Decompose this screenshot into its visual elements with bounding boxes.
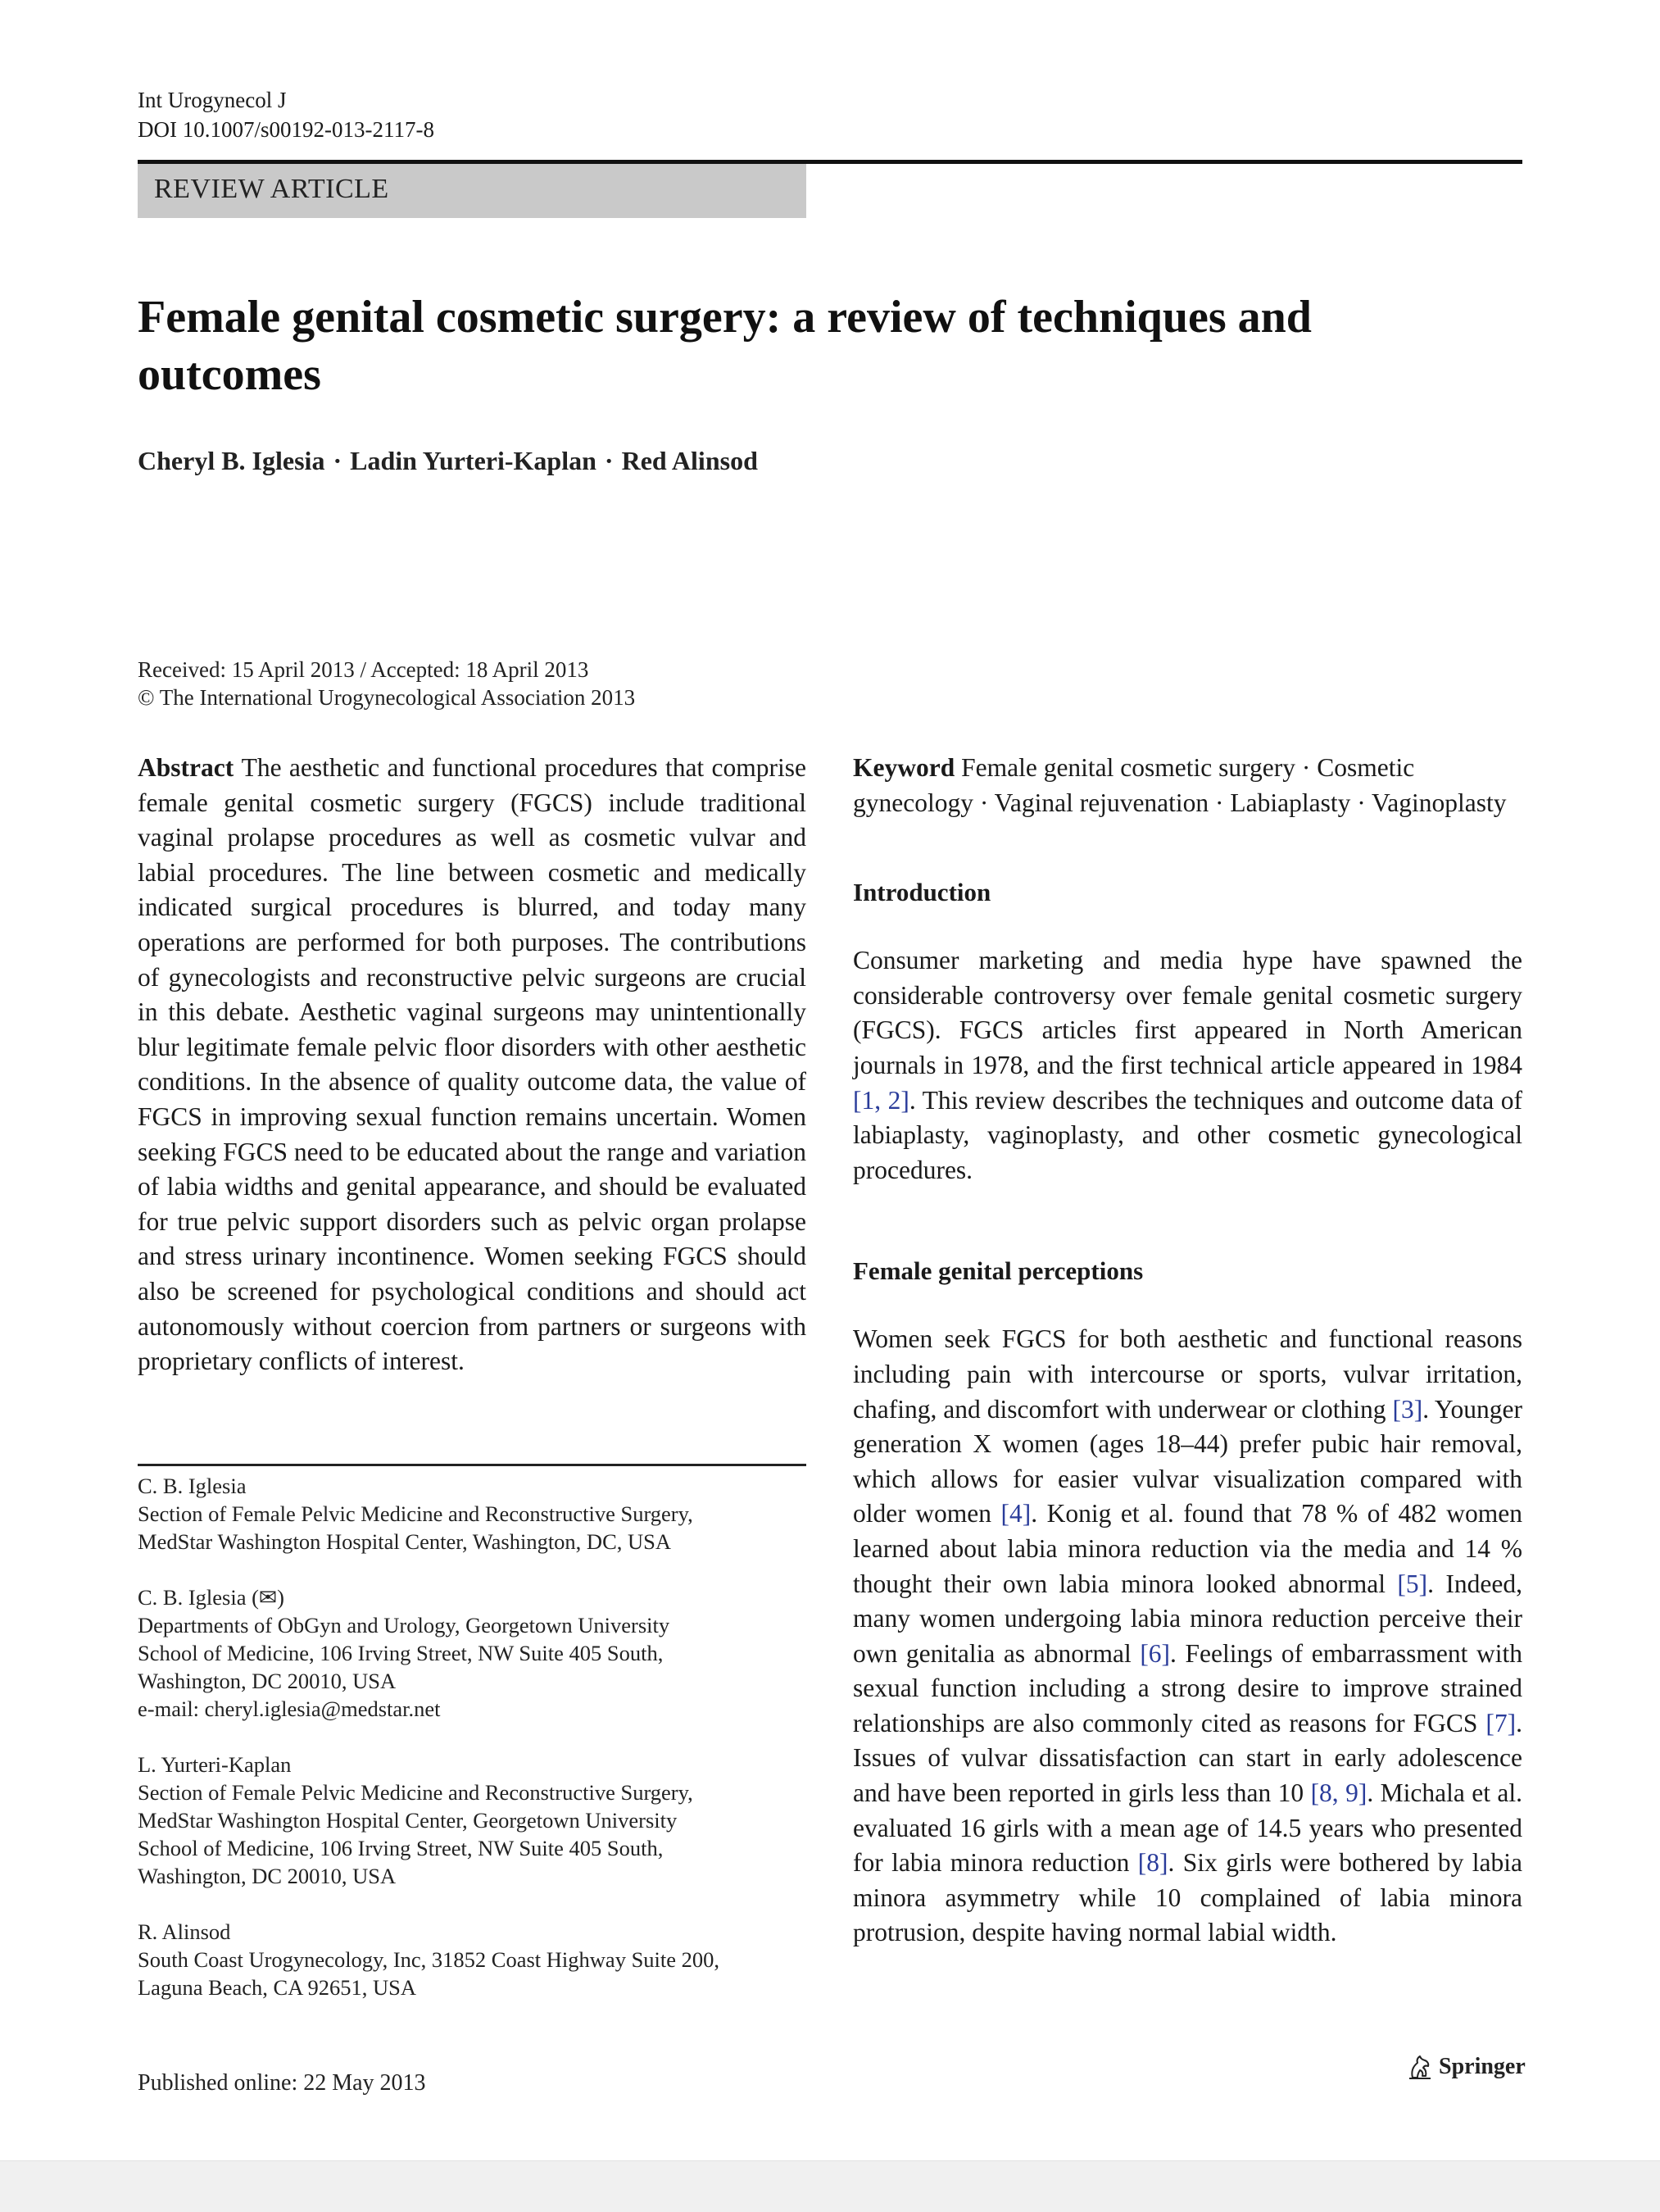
paragraph-text: . Feelings of embarrassment with sexual function including a strong desire to improve strained relationships are also commonly cited as reasons for FGCS	[853, 1638, 1522, 1737]
author-separator: ·	[604, 446, 614, 475]
article-type-label: REVIEW ARTICLE	[154, 174, 389, 204]
introduction-paragraph	[853, 943, 1522, 1188]
affiliation-line: Departments of ObGyn and Urology, Georgetown University	[138, 1613, 670, 1637]
citation-link[interactable]: [7]	[1485, 1708, 1517, 1737]
citation-link[interactable]: [3]	[1392, 1394, 1423, 1424]
citation-link[interactable]: [8, 9]	[1310, 1778, 1367, 1808]
corresponding-email[interactable]: e-mail: cheryl.iglesia@medstar.net	[138, 1696, 441, 1721]
affiliation-block	[138, 1583, 806, 1723]
affiliation-line: Section of Female Pelvic Medicine and Reconstructive Surgery,	[138, 1780, 693, 1805]
paragraph-text: . Six girls were bothered by labia minora asymmetry while 10 complained of labia minora protrusion, despite having normal labial width.	[853, 1848, 1522, 1947]
author-name: Red Alinsod	[621, 446, 758, 475]
paragraph-text: . This review describes the techniques and outcome data of labiaplasty, vaginoplasty, and other cosmetic gynecological procedures.	[853, 1085, 1522, 1184]
affiliation-name: C. B. Iglesia	[138, 1474, 247, 1498]
right-column	[853, 751, 1522, 1951]
author-name: Ladin Yurteri-Kaplan	[350, 446, 596, 475]
citation-link[interactable]: [6]	[1140, 1638, 1171, 1668]
received-accepted-dates: Received: 15 April 2013 / Accepted: 18 April 2013	[138, 657, 589, 682]
citation-link[interactable]: [5]	[1397, 1569, 1428, 1598]
affiliation-block	[138, 1918, 806, 2001]
affiliation-line: South Coast Urogynecology, Inc, 31852 Coast Highway Suite 200,	[138, 1947, 720, 1972]
viewer-bottom-strip	[0, 2160, 1660, 2212]
paragraph-text: . Younger generation X women (ages 18–44) prefer pubic hair removal, which allows for easier vulvar visualization compared with older women	[853, 1394, 1522, 1528]
keywords-text: Female genital cosmetic surgery · Cosmetic gynecology · Vaginal rejuvenation · Labiaplasty · Vaginoplasty	[853, 753, 1507, 817]
author-separator: ·	[333, 446, 342, 475]
article-title: Female genital cosmetic surgery: a review of techniques and outcomes	[138, 292, 1312, 400]
affiliation-name: C. B. Iglesia (✉)	[138, 1585, 284, 1610]
publisher-logo	[1406, 2051, 1526, 2083]
affiliation-line: School of Medicine, 106 Irving Street, NW Suite 405 South,	[138, 1641, 664, 1665]
citation-link[interactable]: [1, 2]	[853, 1085, 909, 1115]
keywords	[853, 751, 1522, 820]
paragraph-text: Consumer marketing and media hype have spawned the considerable controversy over female genital cosmetic surgery (FGCS). FGCS articles first appeared in North American journals in 1978, and the first technical article appeared in 1984	[853, 946, 1522, 1079]
keywords-label: Keyword	[853, 753, 955, 782]
affiliation-name: R. Alinsod	[138, 1919, 231, 1944]
paragraph-text: . Michala et al. evaluated 16 girls with a mean age of 14.5 years who presented for labia minora reduction	[853, 1778, 1523, 1878]
affiliation-line: Washington, DC 20010, USA	[138, 1669, 397, 1693]
published-online: Published online: 22 May 2013	[138, 2070, 426, 2096]
affiliation-line: Washington, DC 20010, USA	[138, 1864, 397, 1888]
abstract-label: Abstract	[138, 753, 234, 782]
abstract	[138, 751, 806, 1379]
affiliation-line: MedStar Washington Hospital Center, Georgetown University	[138, 1808, 678, 1833]
affiliation-block	[138, 1751, 806, 1890]
introduction-heading: Introduction	[853, 878, 991, 907]
paragraph-text: . Issues of vulvar dissatisfaction can start in early adolescence and have been reported in girls less than 10	[853, 1708, 1522, 1808]
author-name: Cheryl B. Iglesia	[138, 446, 325, 475]
affiliation-line: Section of Female Pelvic Medicine and Reconstructive Surgery,	[138, 1501, 693, 1526]
springer-horse-icon	[1406, 2053, 1434, 2081]
affiliation-name: L. Yurteri-Kaplan	[138, 1752, 292, 1777]
perceptions-paragraph	[853, 1322, 1522, 1951]
affiliation-line: School of Medicine, 106 Irving Street, NW Suite 405 South,	[138, 1836, 664, 1860]
abstract-text: The aesthetic and functional procedures that comprise female genital cosmetic surgery (FGCS) include traditional vaginal prolapse procedures as well as cosmetic vulvar and labial procedures. The line between cosmetic and medically indicated surgical procedures is blurred, and today many operations are performed for both purposes. The contributions of gynecologists and reconstructive pelvic surgeons are crucial in this debate. Aesthetic vaginal surgeons may unintentionally blur legitimate female pelvic floor disorders with other aesthetic conditions. In the absence of quality outcome data, the value of FGCS in improving sexual function remains uncertain. Women seeking FGCS need to be educated about the range and variation of labia widths and genital appearance, and should be evaluated for true pelvic support disorders such as pelvic organ prolapse and stress urinary incontinence. Women seeking FGCS should also be screened for psychological conditions and should act autonomously without coercion from partners or surgeons with proprietary conflicts of interest.	[138, 753, 807, 1376]
citation-link[interactable]: [4]	[1000, 1499, 1032, 1528]
affiliation-line: MedStar Washington Hospital Center, Washington, DC, USA	[138, 1529, 672, 1554]
publisher-name: Springer	[1439, 2054, 1526, 2079]
paragraph-text: Women seek FGCS for both aesthetic and functional reasons including pain with intercourse or sports, vulvar irritation, chafing, and discomfort with underwear or clothing	[853, 1324, 1522, 1424]
journal-header	[138, 85, 434, 144]
copyright-line: © The International Urogynecological Association 2013	[138, 685, 636, 710]
affiliation-line: Laguna Beach, CA 92651, USA	[138, 1975, 417, 2000]
journal-name: Int Urogynecol J	[138, 88, 287, 112]
journal-doi: DOI 10.1007/s00192-013-2117-8	[138, 117, 434, 142]
affiliation-block	[138, 1472, 806, 1556]
paragraph-text: . Konig et al. found that 78 % of 482 women learned about labia minora reduction via the media and 14 % thought their own labia minora looked abnormal	[853, 1499, 1522, 1598]
citation-link[interactable]: [8]	[1137, 1848, 1168, 1878]
article-type-banner	[138, 164, 806, 218]
article-dates	[138, 656, 635, 711]
left-column	[138, 751, 806, 1379]
affiliations	[138, 1472, 806, 2029]
author-list	[138, 446, 758, 476]
affiliations-rule	[138, 1464, 806, 1466]
perceptions-heading: Female genital perceptions	[853, 1256, 1144, 1286]
paragraph-text: . Indeed, many women undergoing labia minora reduction perceive their own genitalia as abnormal	[853, 1569, 1523, 1668]
